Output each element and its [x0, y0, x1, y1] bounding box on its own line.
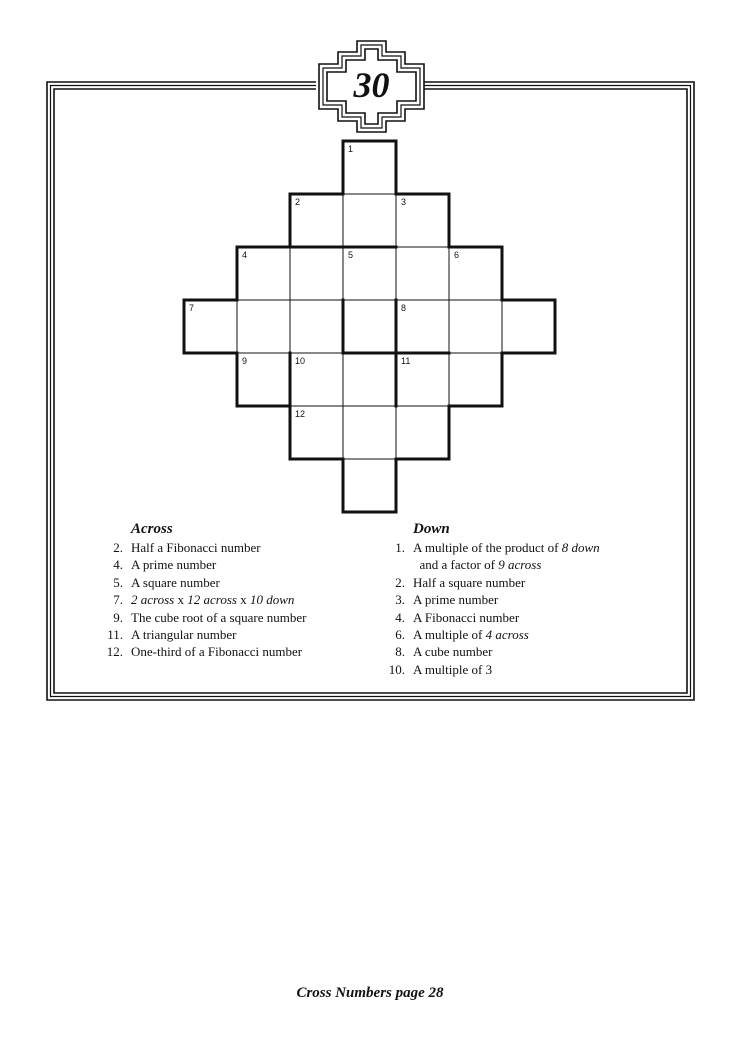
grid-cell[interactable] [343, 459, 396, 512]
grid-cell[interactable] [396, 300, 449, 353]
down-heading: Down [413, 521, 450, 537]
clue-text: Half a Fibonacci number [131, 540, 261, 555]
down-clue [386, 609, 646, 626]
down-clue [386, 556, 646, 573]
down-clue [386, 643, 646, 660]
clue-number: 2. [395, 574, 405, 590]
grid-cell[interactable] [449, 353, 502, 406]
clue-text: A multiple of 4 across [413, 626, 529, 642]
cell-number: 8 [401, 303, 407, 313]
grid-cell[interactable] [290, 247, 343, 300]
grid-cell[interactable] [396, 194, 449, 247]
across-clue [104, 609, 364, 626]
clue-number: 5. [113, 574, 123, 590]
across-clue [104, 643, 364, 660]
clue-number: 1. [395, 540, 405, 555]
across-clue [104, 574, 364, 591]
cell-number: 9 [242, 356, 248, 366]
clue-text: A prime number [413, 592, 499, 608]
clue-text: 2 across x 12 across x 10 down [131, 592, 295, 608]
cell-number: 3 [401, 197, 407, 207]
grid-cell[interactable] [290, 406, 343, 459]
down-clue [386, 661, 646, 678]
clue-text: A prime number [131, 557, 217, 573]
down-clue [386, 539, 646, 556]
grid-cell[interactable] [449, 247, 502, 300]
clue-number: 6. [395, 626, 405, 642]
grid-cell[interactable] [343, 406, 396, 459]
clue-text: A cube number [413, 644, 493, 660]
grid-cell[interactable] [343, 353, 396, 406]
clue-text: A triangular number [131, 626, 237, 642]
clue-number: 11. [107, 626, 123, 642]
cell-number: 1 [348, 144, 354, 154]
puzzle-number: 30 [353, 65, 390, 105]
grid-cell[interactable] [396, 247, 449, 300]
across-clue [104, 539, 364, 556]
page-footer: Cross Numbers page 28 [296, 985, 444, 1001]
grid-cell[interactable] [396, 406, 449, 459]
clue-text: A multiple of the product of 8 down [413, 540, 600, 555]
grid-cell[interactable] [396, 353, 449, 406]
clue-number: 12. [106, 644, 123, 660]
clue-text: A multiple of 3 [413, 661, 493, 677]
grid-cell[interactable] [343, 194, 396, 247]
cell-number: 7 [189, 303, 195, 313]
grid-cell[interactable] [290, 300, 343, 353]
grid-cell[interactable] [502, 300, 555, 353]
grid-cell[interactable] [343, 300, 396, 353]
across-clue [104, 626, 364, 643]
clue-number: 7. [113, 592, 123, 608]
grid-cell[interactable] [290, 353, 343, 406]
cell-number: 10 [295, 356, 306, 366]
down-clue [386, 626, 646, 643]
across-clue-list [104, 539, 364, 661]
grid-cell[interactable] [237, 247, 290, 300]
clue-text: and a factor of 9 across [413, 557, 542, 573]
clue-number: 9. [113, 609, 123, 625]
cell-number: 12 [295, 409, 306, 419]
across-clue [104, 556, 364, 573]
clue-number: 4. [395, 609, 405, 625]
cell-number: 2 [295, 197, 301, 207]
across-heading: Across [131, 521, 173, 537]
cell-number: 5 [348, 250, 354, 260]
clue-text: One-third of a Fibonacci number [131, 644, 303, 660]
clue-number: 4. [113, 557, 123, 573]
grid-cell[interactable] [184, 300, 237, 353]
grid-cell[interactable] [237, 353, 290, 406]
grid-cell[interactable] [237, 300, 290, 353]
down-clues [386, 519, 646, 678]
clue-number: 8. [395, 644, 405, 660]
clue-text: A Fibonacci number [413, 609, 520, 625]
across-clue [104, 591, 364, 608]
down-clue-list [386, 539, 646, 678]
grid-cell[interactable] [343, 247, 396, 300]
grid-cell[interactable] [449, 300, 502, 353]
cell-number: 6 [454, 250, 460, 260]
clue-number: 2. [113, 540, 123, 555]
clue-number: 10. [388, 661, 405, 677]
cell-number: 4 [242, 250, 248, 260]
clue-text: A square number [131, 574, 220, 590]
clue-text: The cube root of a square number [131, 609, 307, 625]
cell-number: 11 [401, 356, 411, 366]
grid-cell[interactable] [343, 141, 396, 194]
clue-text: Half a square number [413, 574, 526, 590]
down-clue [386, 574, 646, 591]
clue-number: 3. [395, 592, 405, 608]
down-clue [386, 591, 646, 608]
across-clues [104, 519, 364, 661]
grid-cell[interactable] [290, 194, 343, 247]
